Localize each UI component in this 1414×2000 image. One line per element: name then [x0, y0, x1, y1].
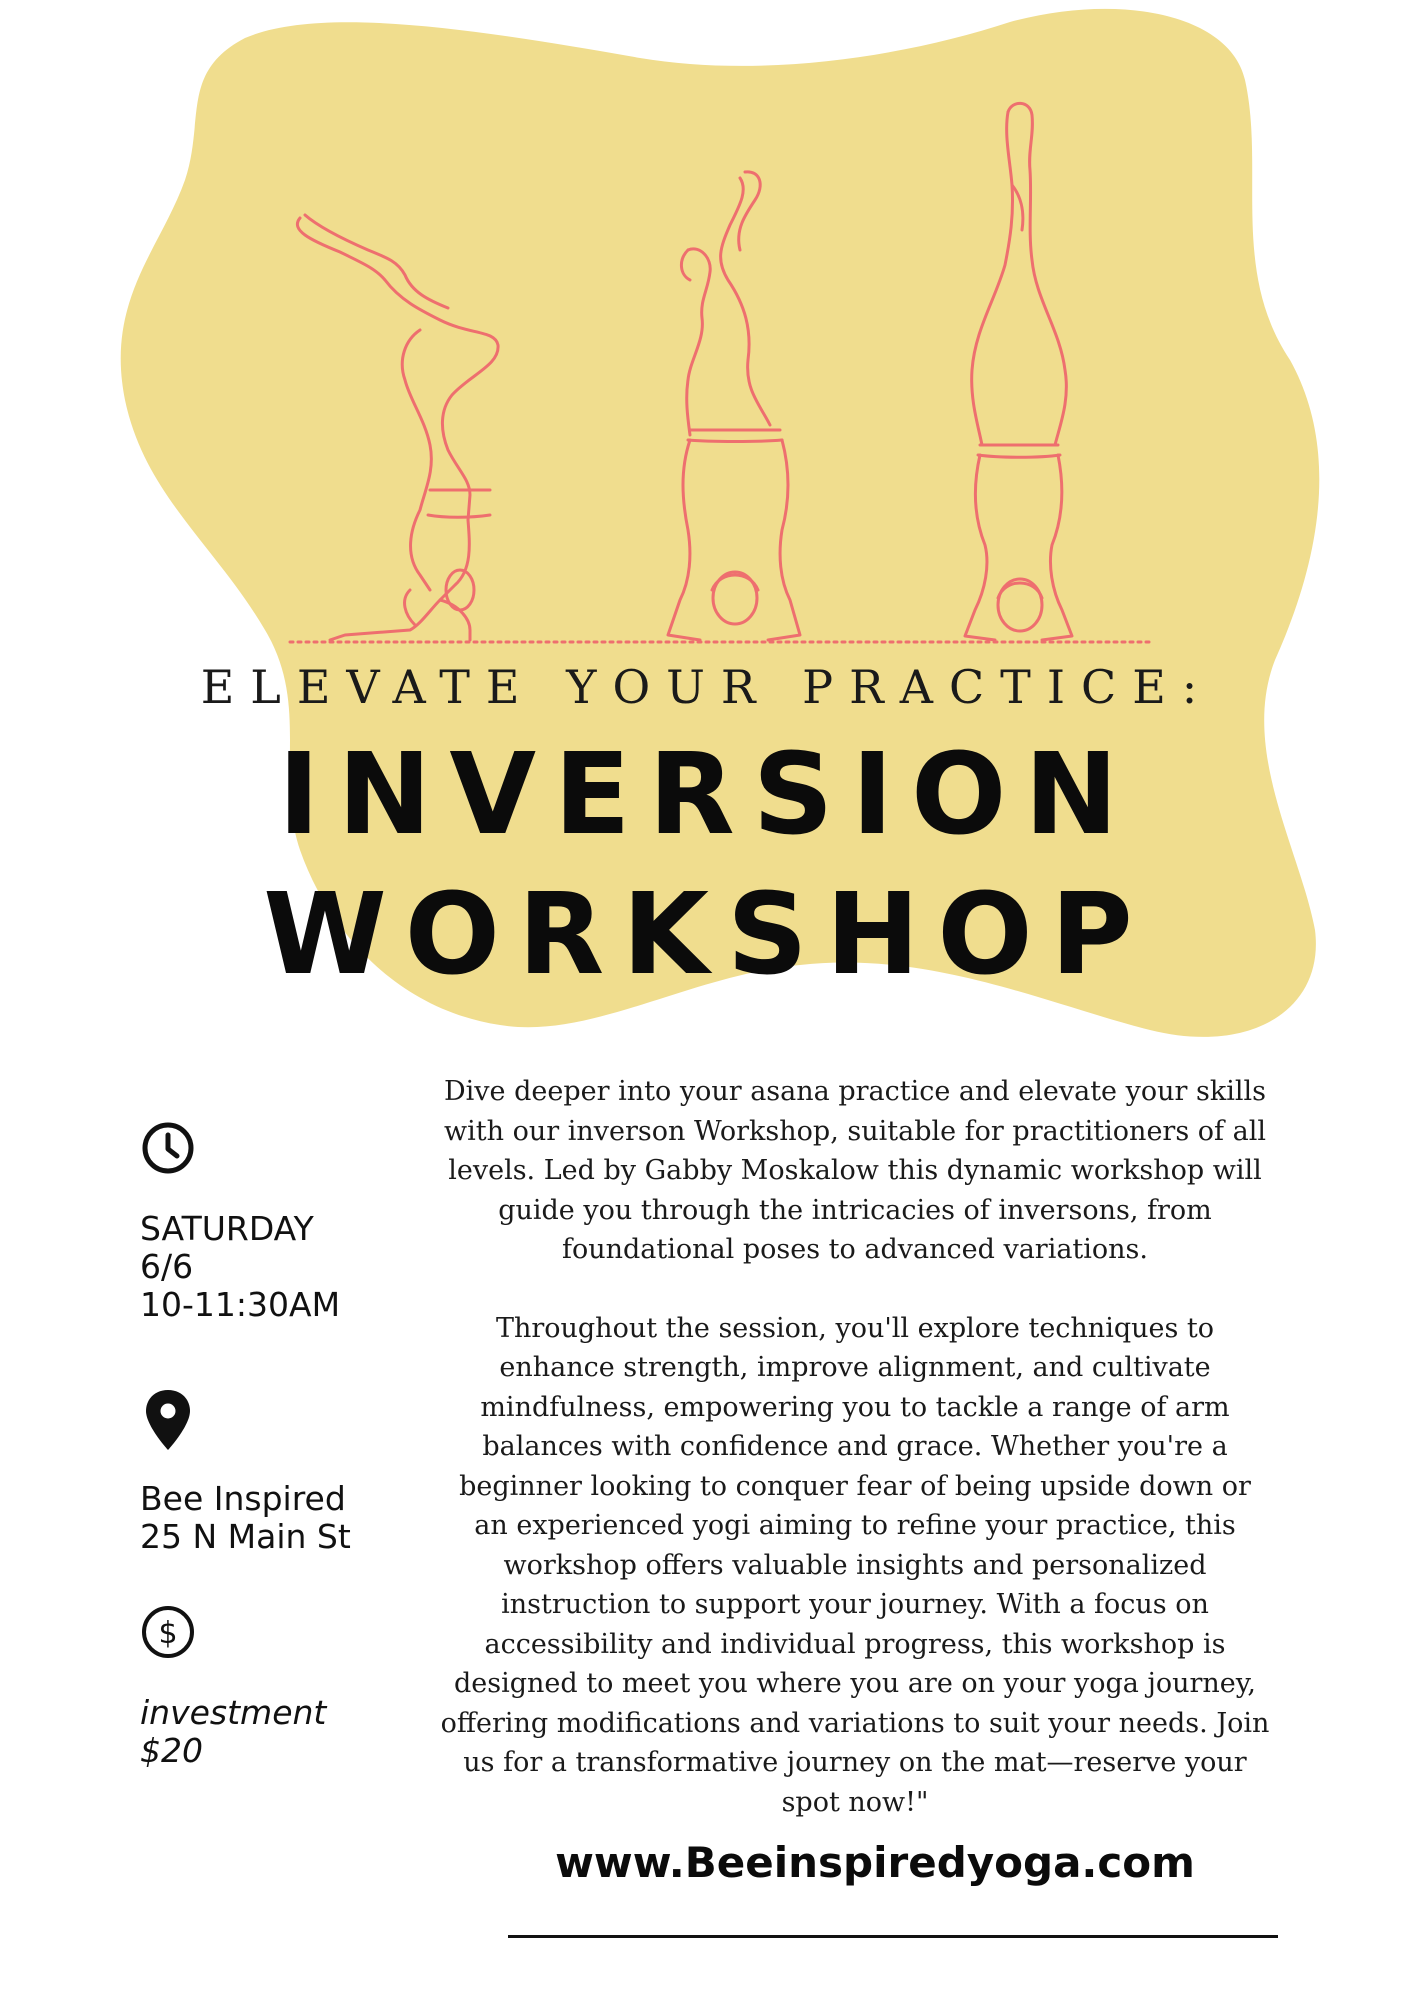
figure-headstand-straddle [668, 172, 800, 640]
subtitle: ELEVATE YOUR PRACTICE: [200, 660, 1214, 714]
clock-icon [140, 1120, 196, 1176]
yoga-inversion-figures [0, 0, 1414, 700]
footer-divider [508, 1935, 1278, 1938]
location-name: Bee Inspired [140, 1479, 346, 1518]
workshop-description [440, 1072, 1270, 1822]
event-hours: 10-11:30AM [140, 1285, 341, 1324]
website-link[interactable]: www.Beeinspiredyoga.com [555, 1838, 1195, 1887]
price-label: investment [140, 1693, 327, 1732]
figure-headstand-straight [965, 103, 1072, 640]
title-line-2: WORKSHOP [263, 870, 1151, 1000]
svg-text:$: $ [158, 1616, 178, 1651]
title-line-1: INVERSION [277, 730, 1137, 860]
price-amount: $20 [140, 1731, 203, 1770]
event-date: 6/6 [140, 1247, 194, 1286]
description-paragraph-1: Dive deeper into your asana practice and elevate your skills with our inverson Workshop, suitable for practitioners of all levels. Led by Gabby Moskalow this dynamic workshop will guide you through the intricacies of inversons, from foundational poses to advanced variations. [444, 1076, 1266, 1265]
description-paragraph-2: Throughout the session, you'll explore techniques to enhance strength, improve alignment, and cultivate mindfulness, empowering you to tackle a range of arm balances with confidence and grace. Whether you're a beginner looking to conquer fear of being upside down or an experienced yogi aiming to refine your practice, this workshop offers valuable insights and personalized instruction to support your journey. With a focus on accessibility and individual progress, this workshop is designed to meet you where you are on your yoga journey, offering modifications and variations to suit your needs. Join us for a transformative journey on the mat—reserve your spot now!" [440, 1312, 1270, 1818]
event-day: SATURDAY [140, 1209, 314, 1248]
figure-headstand-tucked [297, 215, 498, 640]
map-pin-icon [140, 1388, 196, 1452]
location-address: 25 N Main St [140, 1517, 351, 1556]
event-details [140, 1120, 440, 1770]
dollar-icon [140, 1604, 196, 1660]
